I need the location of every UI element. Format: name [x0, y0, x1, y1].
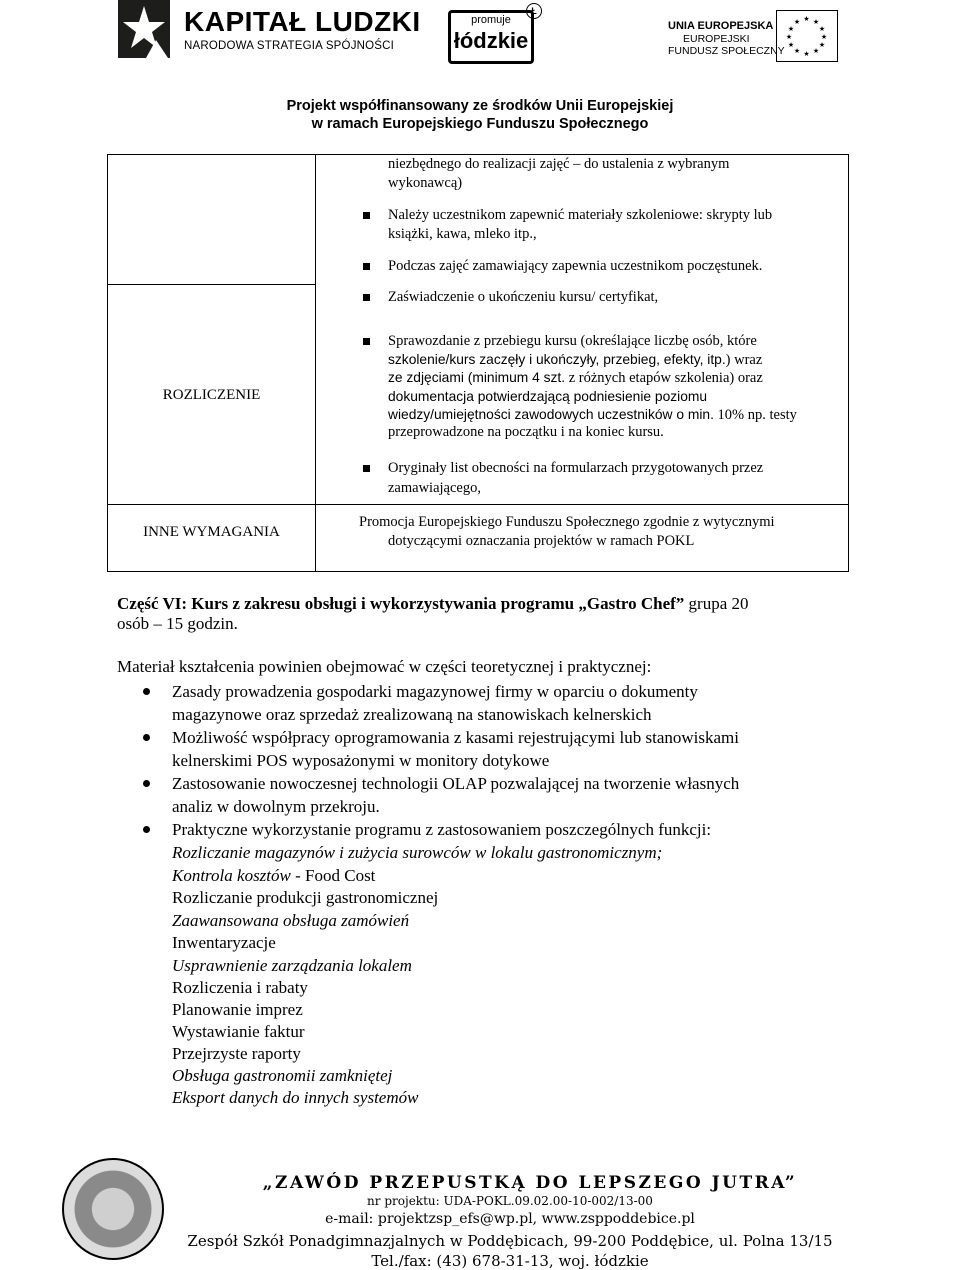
lodzkie-name: łódzkie — [453, 28, 529, 53]
topic-1-line-1: Zasady prowadzenia gospodarki magazynowej firmy w oparciu o dokumenty — [172, 682, 698, 701]
function-9: Wystawianie faktur — [172, 1022, 305, 1041]
section-intro: Materiał kształcenia powinien obejmować w części teoretycznej i praktycznej: — [117, 657, 652, 676]
topic-1-line-2: magazynowe oraz sprzedaż zrealizowaną na stanowiskach kelnerskich — [172, 705, 652, 724]
function-4: Zaawansowana obsługa zamówień — [172, 911, 410, 930]
section-heading-line-2: osób – 15 godzin. — [117, 614, 238, 633]
svg-text:★: ★ — [820, 33, 828, 41]
sprawozdanie-line-6: przeprowadzone na początku i na koniec kursu. — [388, 424, 664, 440]
row1-line-1: niezbędnego do realizacji zajęć – do ustalenia z wybranym — [388, 156, 730, 172]
row-label-inne-wymagania: INNE WYMAGANIA — [143, 524, 280, 540]
topic-4-line-1: Praktyczne wykorzystanie programu z zastosowaniem poszczególnych funkcji: — [172, 820, 712, 839]
sprawozdanie-line-4: dokumentacja potwierdzającą podniesienie poziomu — [388, 389, 708, 404]
square-bullet-icon — [363, 465, 370, 472]
materials-line-1: Należy uczestnikom zapewnić materiały szkoleniowe: skrypty lub — [388, 207, 773, 223]
section-heading: Część VI: Kurs z zakresu obsługi i wykorzystywania programu „Gastro Chef” grupa 20 — [117, 594, 749, 613]
sprawozdanie-line-3: ze zdjęciami (minimum 4 szt. z różnych etapów szkolenia) oraz — [388, 370, 763, 386]
ue-line1: UNIA EUROPEJSKA — [668, 20, 774, 32]
project-line-1: Projekt współfinansowany ze środków Unii Europejskiej — [286, 98, 674, 114]
sprawozdanie-line-2: szkolenie/kurs zaczęły i ukończyły, przebieg, efekty, itp.) wraz — [388, 352, 763, 368]
footer-school-address: Zespół Szkół Ponadgimnazjalnych w Poddębicach, 99-200 Poddębice, ul. Polna 13/15 — [187, 1232, 833, 1250]
svg-text:★: ★ — [812, 47, 820, 55]
topic-3-line-1: Zastosowanie nowoczesnej technologii OLAP pozwalającej na tworzenie własnych — [172, 774, 740, 793]
square-bullet-icon — [363, 263, 370, 270]
topic-2-line-1: Możliwość współpracy oprogramowania z kasami rejestrującymi lub stanowiskami — [172, 728, 739, 747]
promocja-line-1: Promocja Europejskiego Funduszu Społecznego zgodnie z wytycznymi — [359, 514, 775, 530]
svg-text:★: ★ — [793, 47, 801, 55]
kapital-ludzki-logo-icon — [118, 0, 170, 58]
poczestunek-line: Podczas zajęć zamawiający zapewnia uczestnikom poczęstunek. — [388, 258, 763, 274]
footer-email: e-mail: projektzsp_efs@wp.pl, www.zsppoddebice.pl — [325, 1211, 695, 1227]
svg-text:★: ★ — [803, 15, 810, 23]
svg-text:★: ★ — [787, 41, 795, 49]
square-bullet-icon — [363, 212, 370, 219]
sprawozdanie-line-5: wiedzy/umiejętności zawodowych uczestników o min. 10% np. testy — [388, 407, 797, 423]
footer-phone: Tel./fax: (43) 678-31-13, woj. łódzkie — [371, 1252, 649, 1270]
row1-line-2: wykonawcą) — [388, 175, 463, 191]
bullet-dot-icon — [143, 734, 150, 741]
row-label-rozliczenie: ROZLICZENIE — [162, 387, 261, 403]
function-3: Rozliczanie produkcji gastronomicznej — [172, 888, 439, 907]
square-bullet-icon — [363, 338, 370, 345]
function-11: Obsługa gastronomii zamkniętej — [172, 1066, 393, 1085]
function-5: Inwentaryzacje — [172, 933, 276, 952]
bullet-dot-icon — [143, 688, 150, 695]
svg-text:★: ★ — [803, 50, 810, 58]
svg-text:★: ★ — [787, 25, 795, 33]
topic-2-line-2: kelnerskimi POS wyposażonymi w monitory dotykowe — [172, 751, 550, 770]
function-6: Usprawnienie zarządzania lokalem — [172, 956, 412, 975]
lodzkie-reg-mark-icon: Ł — [526, 3, 542, 19]
svg-text:★: ★ — [793, 18, 801, 26]
footer-slogan: „ZAWÓD PRZEPUSTKĄ DO LEPSZEGO JUTRA” — [262, 1173, 798, 1193]
oryginaly-line-1: Oryginały list obecności na formularzach przygotowanych przez — [388, 460, 764, 476]
ue-line3: FUNDUSZ SPOŁECZNY — [668, 45, 785, 57]
footer-project-no: nr projektu: UDA-POKL.09.02.00-10-002/13-00 — [367, 1194, 653, 1208]
topic-3-line-2: analiz w dowolnym przekroju. — [172, 797, 380, 816]
function-10: Przejrzyste raporty — [172, 1044, 301, 1063]
ue-line2: EUROPEJSKI — [683, 33, 750, 45]
bullet-dot-icon — [143, 826, 150, 833]
promocja-line-2: dotyczącymi oznaczania projektów w ramach POKL — [388, 533, 695, 549]
sprawozdanie-line-1: Sprawozdanie z przebiegu kursu (określające liczbę osób, które — [388, 333, 757, 349]
function-2: Kontrola kosztów - Food Cost — [172, 866, 376, 885]
svg-text:★: ★ — [812, 18, 820, 26]
materials-line-2: książki, kawa, mleko itp., — [388, 226, 537, 242]
svg-text:★: ★ — [818, 41, 826, 49]
bullet-dot-icon — [143, 780, 150, 787]
square-bullet-icon — [363, 294, 370, 301]
kapital-ludzki-title: KAPITAŁ LUDZKI — [184, 6, 421, 37]
kapital-ludzki-subtitle: NARODOWA STRATEGIA SPÓJNOŚCI — [184, 40, 395, 52]
function-1: Rozliczanie magazynów i zużycia surowców w lokalu gastronomicznym; — [172, 843, 663, 862]
function-8: Planowanie imprez — [172, 1000, 303, 1019]
svg-text:★: ★ — [785, 33, 793, 41]
function-12: Eksport danych do innych systemów — [172, 1088, 419, 1107]
zaswiadczenie-line: Zaświadczenie o ukończeniu kursu/ certyfikat, — [388, 289, 659, 305]
function-7: Rozliczenia i rabaty — [172, 978, 308, 997]
project-line-2: w ramach Europejskiego Funduszu Społecznego — [311, 116, 649, 132]
eu-flag-icon — [776, 10, 838, 62]
lodzkie-promuje: promuje — [471, 14, 511, 26]
oryginaly-line-2: zamawiającego, — [388, 480, 481, 496]
svg-text:★: ★ — [818, 25, 826, 33]
